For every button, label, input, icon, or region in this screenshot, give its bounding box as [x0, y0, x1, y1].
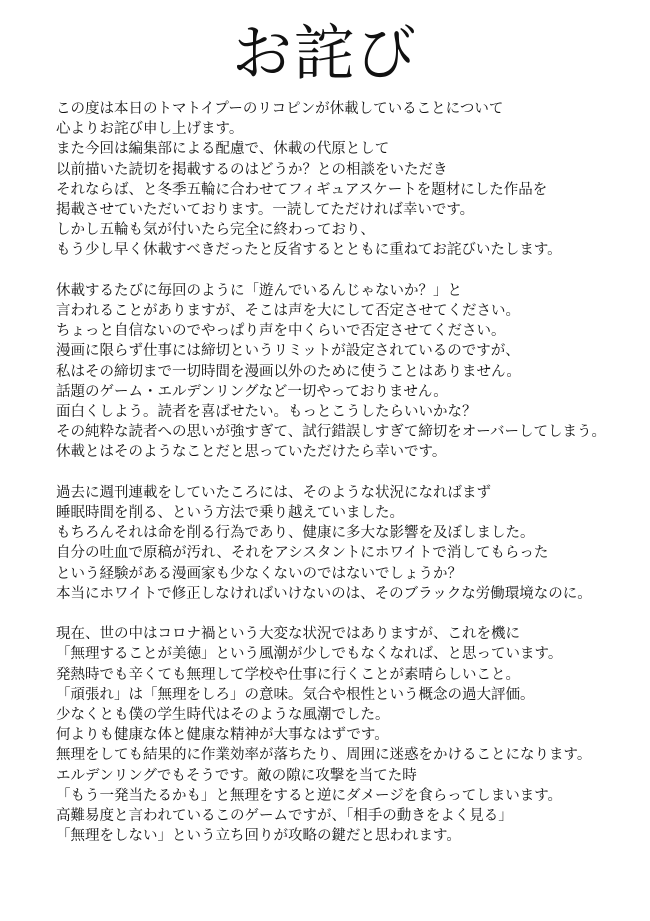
- text-line: 現在、世の中はコロナ禍という大変な状況ではありますが、これを機に: [56, 626, 520, 643]
- paragraph-1: [56, 99, 646, 261]
- apology-body: [56, 99, 646, 846]
- text-line: 「頑張れ」は「無理をしろ」の意味。気合や根性という概念の過大評価。: [56, 686, 535, 703]
- text-line: 話題のゲーム・エルデンリングなど一切やっておりません。: [56, 383, 448, 400]
- paragraph-gap: [56, 261, 646, 281]
- text-line: 少なくとも僕の学生時代はそのような風潮でした。: [56, 707, 390, 724]
- text-line: 自分の吐血で原稿が汚れ、それをアシスタントにホワイトで消してもらった: [56, 545, 549, 562]
- text-line: 過去に週刊連載をしていたころには、そのような状況になればまず: [56, 484, 491, 501]
- page-title: お詫び: [232, 19, 418, 89]
- text-line: 言われることがありますが、そこは声を大にして否定させてください。: [56, 303, 520, 320]
- text-line: 漫画に限らず仕事には締切というリミットが設定されているのですが、: [56, 343, 520, 360]
- text-line: という経験がある漫画家も少なくないのではないでしょうか？: [56, 565, 462, 582]
- text-line: 以前描いた読切を掲載するのはどうか？との相談をいただき: [56, 161, 448, 178]
- text-line: 発熱時でも辛くても無理して学校や仕事に行くことが素晴らしいこと。: [56, 666, 520, 683]
- text-line: その純粋な読者への思いが強すぎて、試行錯誤しすぎて締切をオーバーしてしまう。: [56, 424, 606, 441]
- text-line: 本当にホワイトで修正しなければいけないのは、そのブラックな労働環境なのに。: [56, 585, 592, 602]
- text-line: 何よりも健康な体と健康な精神が大事なはずです。: [56, 727, 389, 744]
- text-line: 掲載させていただいております。一読してただければ幸いです。: [56, 202, 475, 219]
- text-line: 休載とはそのようなことだと思っていただけたら幸いです。: [56, 444, 447, 461]
- text-line: 心よりお詫び申し上げます。: [56, 121, 244, 138]
- text-line: しかし五輪も気が付いたら完全に終わっており、: [56, 222, 375, 239]
- text-line: 睡眠時間を削る、という方法で乗り越えていました。: [56, 505, 404, 522]
- text-line: 無理をしても結果的に作業効率が落ちたり、周囲に迷惑をかけることになります。: [56, 747, 592, 764]
- text-line: また今回は編集部による配慮で、休載の代原として: [56, 141, 390, 158]
- paragraph-3: [56, 483, 646, 604]
- text-line: 休載するたびに毎回のように「遊んでいるんじゃないか？」と: [56, 282, 462, 299]
- paragraph-4: [56, 624, 646, 846]
- text-line: もちろんそれは命を削る行為であり、健康に多大な影響を及ぼしました。: [56, 525, 535, 542]
- text-line: 「もう一発当たるかも」と無理をすると逆にダメージを食らってしまいます。: [56, 787, 563, 804]
- text-line: ちょっと自信ないのでやっぱり声を中くらいで否定させてください。: [56, 323, 506, 340]
- text-line: 私はその締切まで一切時間を漫画以外のために使うことはありません。: [56, 363, 521, 380]
- text-line: 高難易度と言われているこのゲームですが、「相手の動きをよく見る」: [56, 808, 513, 825]
- text-line: 「無理をしない」という立ち回りが攻略の鍵だと思われます。: [56, 828, 461, 845]
- paragraph-gap: [56, 463, 646, 483]
- text-line: もう少し早く休載すべきだったと反省するとともに重ねてお詫びいたします。: [56, 242, 562, 259]
- paragraph-gap: [56, 604, 646, 624]
- text-line: 「無理することが美徳」という風潮が少しでもなくなれば、と思っています。: [56, 646, 563, 663]
- text-line: 面白くしよう。読者を喜ばせたい。もっとこうしたらいいかな？: [56, 404, 477, 421]
- text-line: エルデンリングでもそうです。敵の隙に攻撃を当てた時: [56, 767, 417, 784]
- paragraph-2: [56, 281, 646, 463]
- text-line: この度は本日のトマトイプーのリコピンが休載していることについて: [56, 101, 504, 117]
- text-line: それならば、と冬季五輪に合わせてフィギュアスケートを題材にした作品を: [56, 181, 548, 198]
